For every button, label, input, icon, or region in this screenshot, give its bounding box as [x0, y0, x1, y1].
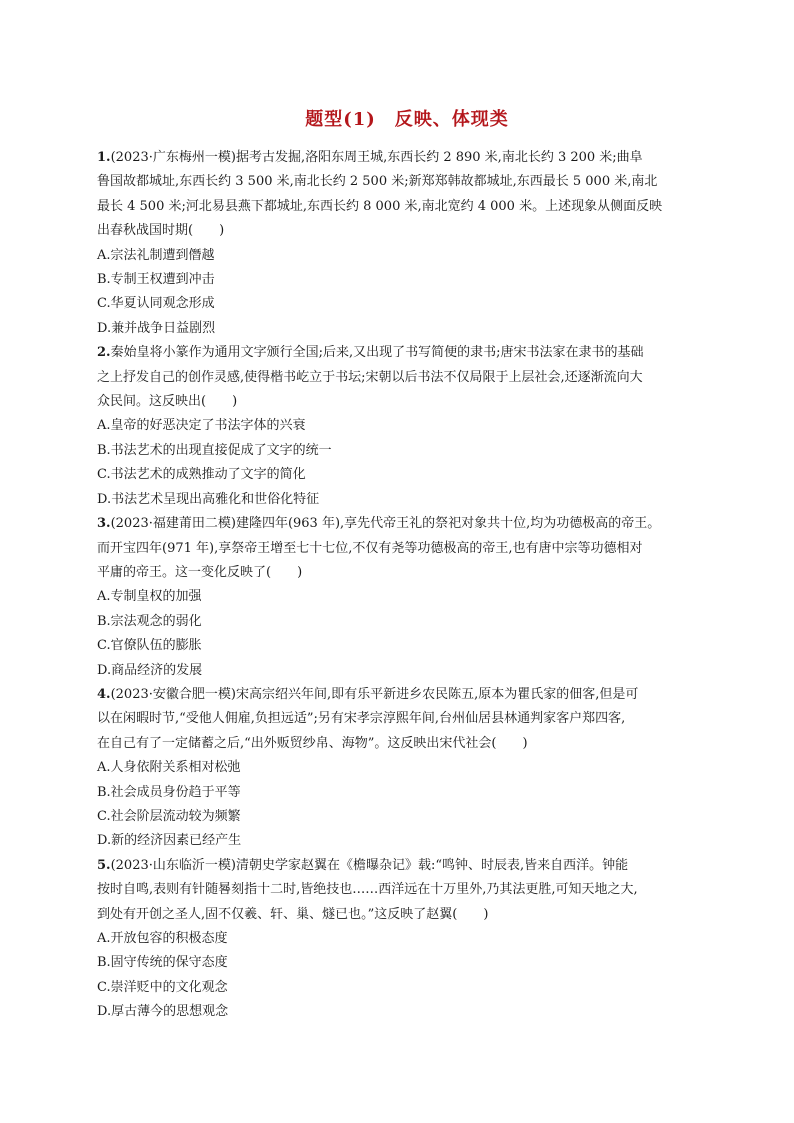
option-b: B.宗法观念的弱化	[97, 613, 202, 629]
option-d: D.厚古薄今的思想观念	[97, 1004, 229, 1020]
question-stem	[97, 683, 717, 756]
stem-line: 鲁国故都城址,东西长约 3 500 米,南北长约 2 500 米;新郑郑韩故都城址,东西最长 5 000 米,南北	[97, 174, 658, 190]
stem-line: 出春秋战国时期( )	[97, 223, 225, 239]
stem-line: 5.(2023·山东临沂一模)清朝史学家赵翼在《檐曝杂记》载:“鸣钟、时辰表,皆来自西洋。钟能	[97, 857, 629, 873]
question-2	[97, 341, 717, 512]
question-stem	[97, 341, 717, 414]
stem-line: 众民间。这反映出( )	[97, 394, 238, 410]
option-b: B.固守传统的保守态度	[97, 955, 228, 971]
question-stem	[97, 854, 717, 927]
stem-line: 最长 4 500 米;河北易县燕下都城址,东西长约 8 000 米,南北宽约 4 000 米。上述现象从侧面反映	[97, 198, 663, 214]
question-3	[97, 512, 717, 683]
question-stem	[97, 146, 717, 244]
stem-line: 平庸的帝王。这一变化反映了( )	[97, 564, 303, 580]
question-number: 1.	[97, 150, 111, 165]
option-b: B.专制王权遭到冲击	[97, 272, 215, 288]
question-4	[97, 683, 717, 854]
stem-line: 2.秦始皇将小篆作为通用文字颁行全国;后来,又出现了书写简便的隶书;唐宋书法家在隶书的基础	[97, 345, 644, 361]
stem-line: 3.(2023·福建莆田二模)建隆四年(963 年),享先代帝王礼的祭祀对象共十位,均为功德极高的帝王。	[97, 516, 661, 532]
option-d: D.兼并战争日益剧烈	[97, 320, 216, 336]
option-d: D.商品经济的发展	[97, 662, 203, 678]
stem-line: 按时自鸣,表则有针随晷刻指十二时,皆绝技也……西洋远在十万里外,乃其法更胜,可知天地之大,	[97, 882, 638, 898]
option-c: C.社会阶层流动较为频繁	[97, 808, 241, 824]
option-b: B.书法艺术的出现直接促成了文字的统一	[97, 442, 332, 458]
option-a: A.专制皇权的加强	[97, 589, 202, 605]
option-d: D.书法艺术呈现出高雅化和世俗化特征	[97, 491, 320, 507]
stem-line: 在自己有了一定储蓄之后,“出外贩贸纱帛、海物”。这反映出宋代社会( )	[97, 735, 528, 751]
option-a: A.人身依附关系相对松弛	[97, 760, 241, 776]
option-a: A.开放包容的积极态度	[97, 931, 228, 946]
question-number: 3.	[97, 516, 111, 532]
option-c: C.书法艺术的成熟推动了文字的简化	[97, 467, 306, 483]
document-page	[97, 104, 717, 1025]
page-title: 题型(1) 反映、体现类	[305, 109, 509, 130]
option-c: C.崇洋贬中的文化观念	[97, 979, 228, 995]
stem-line: 而开宝四年(971 年),享祭帝王增至七十七位,不仅有尧等功德极高的帝王,也有唐中宗等功德相对	[97, 540, 643, 556]
stem-line: 以在闲暇时节,“受他人佣雇,负担远适”;另有宋孝宗淳熙年间,台州仙居县林通判家客户郑四客,	[97, 711, 626, 727]
option-c: C.官僚队伍的膨胀	[97, 638, 202, 654]
stem-line: 到处有开创之圣人,固不仅羲、轩、巢、燧已也。”这反映了赵翼( )	[97, 906, 489, 922]
question-5	[97, 854, 717, 1025]
option-d: D.新的经济因素已经产生	[97, 833, 242, 849]
question-number: 2.	[97, 345, 111, 361]
option-b: B.社会成员身份趋于平等	[97, 784, 241, 800]
question-number: 4.	[97, 686, 111, 702]
question-1	[97, 146, 717, 341]
question-stem	[97, 512, 717, 585]
option-c: C.华夏认同观念形成	[97, 296, 215, 312]
option-a: A.宗法礼制遭到僭越	[97, 247, 215, 263]
stem-line: 4.(2023·安徽合肥一模)宋高宗绍兴年间,即有乐平新进乡农民陈五,原本为瞿氏家的佃客,但是可	[97, 686, 639, 702]
stem-line: 之上抒发自己的创作灵感,使得楷书屹立于书坛;宋朝以后书法不仅局限于上层社会,还逐渐流向大	[97, 369, 643, 385]
stem-line: 1.(2023·广东梅州一模)据考古发掘,洛阳东周王城,东西长约 2 890 米,南北长约 3 200 米;曲阜	[97, 150, 643, 165]
question-number: 5.	[97, 857, 111, 873]
option-a: A.皇帝的好恶决定了书法字体的兴衰	[97, 418, 306, 434]
